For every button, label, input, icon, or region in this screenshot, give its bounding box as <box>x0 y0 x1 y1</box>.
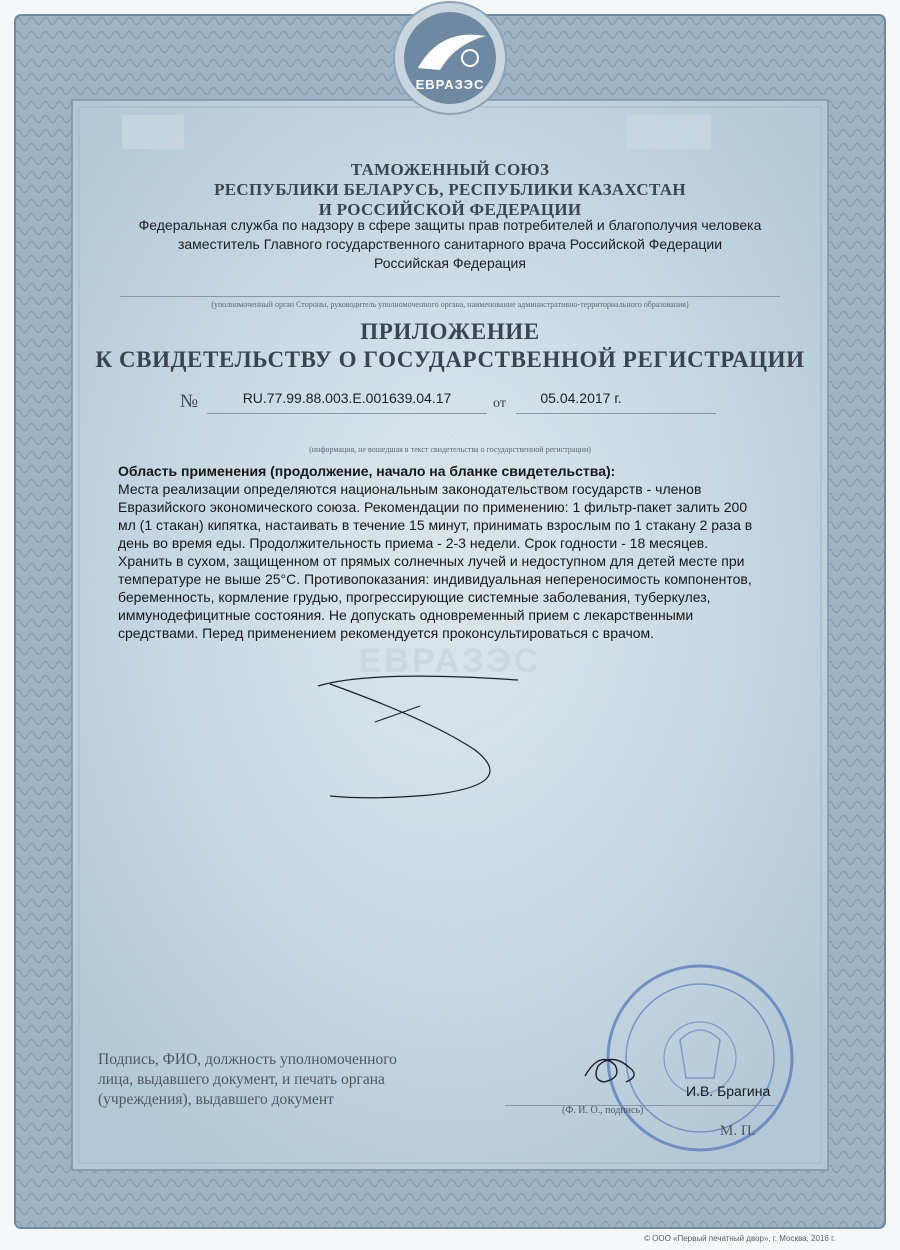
authority-line-3: Российская Федерация <box>374 255 526 271</box>
scope-line: день во время еды. Продолжительность приема - 2-3 недели. Срок годности - 18 месяцев. <box>118 535 709 551</box>
customs-union-title <box>0 160 900 220</box>
signer-name: И.В. Брагина <box>686 1083 771 1099</box>
authority-line-1: Федеральная служба по надзору в сфере защиты прав потребителей и благополучия человека <box>138 217 762 233</box>
authority-underline <box>120 296 780 297</box>
scope-line: Места реализации определяются национальным законодательством государств - членов <box>118 481 702 497</box>
signature-line-2: лица, выдавшего документ, и печать органа <box>98 1071 385 1088</box>
scope-line: температуре не выше 25°С. Противопоказания: индивидуальная непереносимость компонентов, <box>118 571 752 587</box>
heading-line-2: К СВИДЕТЕЛЬСТВУ О ГОСУДАРСТВЕННОЙ РЕГИСТРАЦИИ <box>95 347 805 372</box>
scope-line: мл (1 стакан) кипятка, настаивать в течение 15 минут, принимать взрослым по 1 стакану 2 раза в <box>118 517 753 533</box>
registration-caption: (информация, не вошедшая в текст свидетельства о государственной регистрации) <box>309 445 591 454</box>
registration-date: 05.04.2017 г. <box>540 390 622 406</box>
authority-caption: (уполномоченный орган Стороны, руководитель уполномоченного органа, наименование административно-территориального образования) <box>211 300 689 309</box>
logo-wordmark: ЕВРАЗЭС <box>415 77 485 92</box>
fio-caption: (Ф. И. О., подпись) <box>562 1105 644 1116</box>
scope-line: беременность, кормление грудью, прогрессирующие системные заболевания, туберкулез, <box>118 589 711 605</box>
union-line-2: РЕСПУБЛИКИ БЕЛАРУСЬ, РЕСПУБЛИКИ КАЗАХСТАН <box>214 180 686 199</box>
registration-number: RU.77.99.88.003.E.001639.04.17 <box>242 390 452 406</box>
eurasec-emblem <box>394 2 506 114</box>
scope-title: Область применения (продолжение, начало на бланке свидетельства): <box>118 463 616 479</box>
authority-line-2: заместитель Главного государственного санитарного врача Российской Федерации <box>177 236 723 252</box>
union-line-3: И РОССИЙСКОЙ ФЕДЕРАЦИИ <box>318 200 582 219</box>
from-label: от <box>493 396 506 411</box>
scope-line: Хранить в сухом, защищенном от прямых солнечных лучей и недоступном для детей месте при <box>118 553 745 569</box>
signature-line-1: Подпись, ФИО, должность уполномоченного <box>98 1051 397 1068</box>
seal-place-label: М. П. <box>720 1123 756 1139</box>
watermark-wordmark: ЕВРАЗЭС <box>358 642 542 680</box>
number-underline <box>207 413 487 414</box>
document-heading <box>0 318 900 374</box>
heading-line-1: ПРИЛОЖЕНИЕ <box>360 319 540 344</box>
scope-body <box>118 480 786 642</box>
scope-line: иммунодефицитные состояния. Не допускать одновременный прием с лекарственными <box>118 607 694 623</box>
number-symbol: № <box>180 391 199 412</box>
issuing-authority <box>0 216 900 273</box>
scope-line: средствами. Перед применением рекомендуется проконсультироваться с врачом. <box>118 625 655 641</box>
union-line-1: ТАМОЖЕННЫЙ СОЮЗ <box>350 160 550 179</box>
scope-line: Евразийского экономического союза. Рекомендации по применению: 1 фильтр-пакет залить 200 <box>118 499 748 515</box>
signature-instruction <box>98 1050 483 1110</box>
printer-footer: © ООО «Первый печатный двор», г. Москва, 2016 г. <box>644 1234 836 1243</box>
date-underline <box>516 413 716 414</box>
signature-line-3: (учреждения), выдавшего документ <box>98 1091 334 1108</box>
